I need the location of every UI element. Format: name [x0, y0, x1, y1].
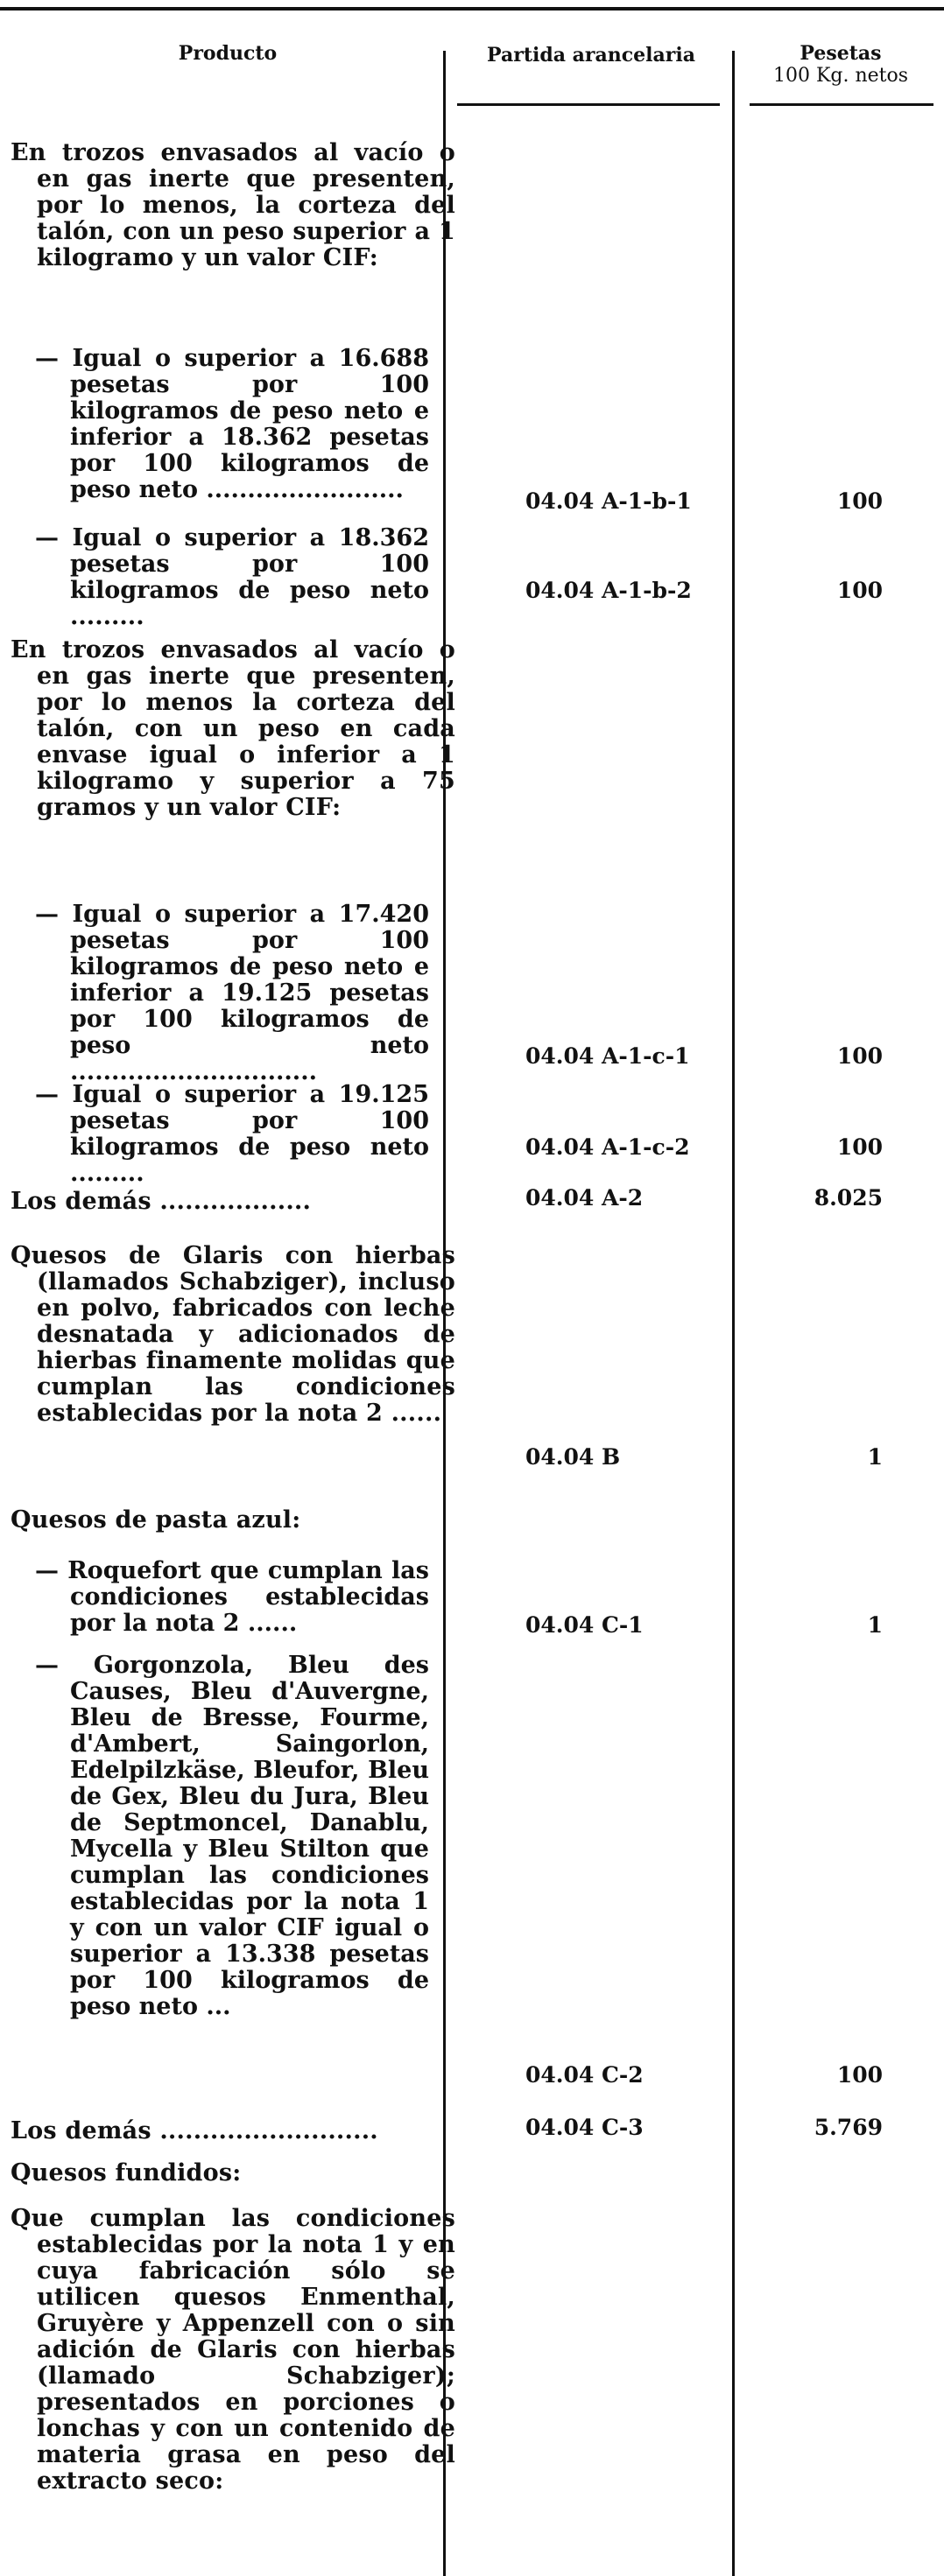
row-code-10: 04.04 C-2 [525, 2062, 644, 2088]
row-code-9: 04.04 C-1 [525, 1612, 644, 1638]
row-text-10: — Gorgonzola, Bleu des Causes, Bleu d'Auvergne, Bleu de Bresse, Fourme, d'Ambert, Saingorlon, Edelpilzkäse, Bleufor, Bleu de Gex, Bleu du Jura, Bleu de Septmoncel, Danablu, Mycella y Bleu Stilton que cumplan las condiciones establecidas por la nota 1 y con un valor CIF igual o superior a 13.338 pesetas por 100 kilogramos de peso neto ... [35, 1652, 429, 2020]
row-value-1: 100 [836, 488, 883, 514]
header-producto: Producto [178, 42, 278, 65]
top-rule [0, 7, 944, 11]
header-underline-2 [457, 103, 720, 106]
row-text-1: — Igual o superior a 16.688 pesetas por 100 kilogramos de peso neto e inferior a 18.362 pesetas por 100 kilogramos de peso neto ........................ [35, 345, 429, 503]
header-pesetas-line2: 100 Kg. netos [772, 65, 909, 87]
row-code-1: 04.04 A-1-b-1 [525, 488, 692, 514]
row-value-11: 5.769 [814, 2115, 883, 2140]
row-code-4: 04.04 A-1-c-1 [525, 1043, 690, 1069]
row-value-7: 1 [867, 1444, 883, 1470]
row-code-2: 04.04 A-1-b-2 [525, 578, 692, 603]
row-value-6: 8.025 [814, 1185, 883, 1211]
row-text-8: Quesos de pasta azul: [11, 1506, 301, 1534]
row-text-6: Los demás .................. [11, 1188, 312, 1215]
row-code-11: 04.04 C-3 [525, 2115, 644, 2140]
row-text-4: — Igual o superior a 17.420 pesetas por 100 kilogramos de peso neto e inferior a 19.125 pesetas por 100 kilogramos de peso neto .............................. [35, 901, 429, 1085]
header-partida: Partida arancelaria [487, 44, 695, 67]
row-text-12: Quesos fundidos: [11, 2159, 242, 2186]
row-code-7: 04.04 B [525, 1444, 621, 1470]
row-code-6: 04.04 A-2 [525, 1185, 644, 1211]
row-code-5: 04.04 A-1-c-2 [525, 1134, 690, 1160]
row-value-2: 100 [836, 578, 883, 603]
row-text-9: — Roquefort que cumplan las condiciones establecidas por la nota 2 ...... [35, 1557, 429, 1637]
row-value-4: 100 [836, 1043, 883, 1069]
row-text-0: En trozos envasados al vacío o en gas inerte que presenten, por lo menos, la corteza del talón, con un peso superior a 1 kilogramo y un valor CIF: [11, 139, 455, 271]
header-underline-3 [750, 103, 933, 106]
row-text-7: Quesos de Glaris con hierbas (llamados Schabziger), incluso en polvo, fabricados con leche desnatada y adicionados de hierbas finamente molidas que cumplan las condiciones establecidas por la nota 2 ...... [11, 1242, 455, 1427]
row-text-5: — Igual o superior a 19.125 pesetas por 100 kilogramos de peso neto ......... [35, 1081, 429, 1187]
header-pesetas [744, 42, 937, 88]
row-text-11: Los demás .......................... [11, 2117, 378, 2144]
row-value-10: 100 [836, 2062, 883, 2088]
row-value-5: 100 [836, 1134, 883, 1160]
column-divider-2 [732, 51, 735, 2576]
row-text-2: — Igual o superior a 18.362 pesetas por 100 kilogramos de peso neto ......... [35, 524, 429, 630]
row-text-13: Que cumplan las condiciones establecidas por la nota 1 y en cuya fabricación sólo se utilicen quesos Enmenthal, Gruyère y Appenzell con o sin adición de Glaris con hierbas (llamado Schabziger); presentados en porciones o lonchas y con un contenido de materia grasa en peso del extracto seco: [11, 2205, 455, 2495]
header-pesetas-line1: Pesetas [800, 42, 882, 65]
row-text-3: En trozos envasados al vacío o en gas inerte que presenten, por lo menos la corteza del talón, con un peso en cada envase igual o inferior a 1 kilogramo y superior a 75 gramos y un valor CIF: [11, 636, 455, 821]
row-value-9: 1 [867, 1612, 883, 1638]
